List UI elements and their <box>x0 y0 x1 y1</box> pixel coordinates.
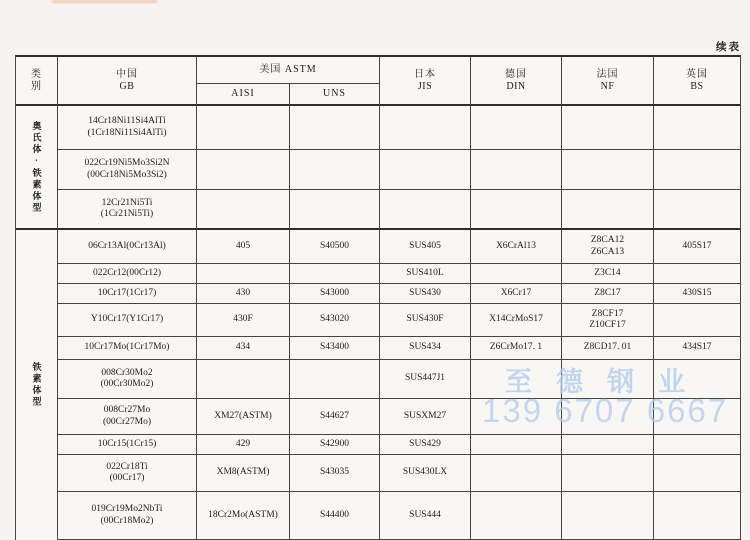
cell-din-row6: X6Cr17 <box>471 284 562 304</box>
cell-gb-row7: Y10Cr17(Y1Cr17) <box>58 304 197 337</box>
cell-jis-row1 <box>380 106 471 150</box>
cell-uns-row10: S44627 <box>290 399 380 435</box>
category-austenitic-ferritic: 奥氏体·铁素体型 <box>16 106 58 230</box>
cell-din-row3 <box>471 190 562 230</box>
cell-nf-row3 <box>562 190 654 230</box>
header-germany-din: 德国 DIN <box>471 57 562 106</box>
cell-bs-row7 <box>654 304 741 337</box>
header-uk-bs: 英国 BS <box>654 57 741 106</box>
cell-din-row7: X14CrMoS17 <box>471 304 562 337</box>
cell-aisi-row9 <box>197 360 290 399</box>
cell-nf-row10 <box>562 399 654 435</box>
cell-bs-row2 <box>654 150 741 190</box>
cell-aisi-row11: 429 <box>197 435 290 455</box>
cell-uns-row13: S44400 <box>290 492 380 540</box>
cell-aisi-row3 <box>197 190 290 230</box>
cell-uns-row1 <box>290 106 380 150</box>
cell-jis-row6: SUS430 <box>380 284 471 304</box>
cell-nf-row12 <box>562 455 654 492</box>
cell-gb-row12: 022Cr18Ti (00Cr17) <box>58 455 197 492</box>
cell-jis-row3 <box>380 190 471 230</box>
cell-uns-row6: S43000 <box>290 284 380 304</box>
header-category: 类 别 <box>16 57 58 106</box>
cell-din-row2 <box>471 150 562 190</box>
header-china-gb: 中国 GB <box>58 57 197 106</box>
cell-bs-row11 <box>654 435 741 455</box>
continued-table-label: 续表 <box>716 42 741 53</box>
cell-jis-row4: SUS405 <box>380 230 471 264</box>
cell-bs-row5 <box>654 264 741 284</box>
cell-din-row12 <box>471 455 562 492</box>
cell-gb-row8: 10Cr17Mo(1Cr17Mo) <box>58 337 197 360</box>
cell-nf-row13 <box>562 492 654 540</box>
header-usa-astm: 美国 ASTM <box>197 57 380 84</box>
cell-din-row13 <box>471 492 562 540</box>
header-uns: UNS <box>290 84 380 106</box>
cell-nf-row8: Z8CD17. 01 <box>562 337 654 360</box>
cell-aisi-row8: 434 <box>197 337 290 360</box>
scan-artifact <box>52 0 157 3</box>
cell-gb-row1: 14Cr18Ni11Si4AlTi (1Cr18Ni11Si4AlTi) <box>58 106 197 150</box>
cell-gb-row13: 019Cr19Mo2NbTi (00Cr18Mo2) <box>58 492 197 540</box>
cell-din-row11 <box>471 435 562 455</box>
cell-uns-row12: S43035 <box>290 455 380 492</box>
header-france-nf: 法国 NF <box>562 57 654 106</box>
cell-jis-row2 <box>380 150 471 190</box>
cell-gb-row2: 022Cr19Ni5Mo3Si2N (00Cr18Ni5Mo3Si2) <box>58 150 197 190</box>
cell-bs-row13 <box>654 492 741 540</box>
cell-bs-row9 <box>654 360 741 399</box>
cell-nf-row11 <box>562 435 654 455</box>
cell-uns-row5 <box>290 264 380 284</box>
cell-din-row4: X6CrAl13 <box>471 230 562 264</box>
cell-gb-row9: 008Cr30Mo2 (00Cr30Mo2) <box>58 360 197 399</box>
cell-bs-row12 <box>654 455 741 492</box>
header-japan-jis: 日本 JIS <box>380 57 471 106</box>
cell-uns-row11: S42900 <box>290 435 380 455</box>
cell-aisi-row5 <box>197 264 290 284</box>
category-ferritic: 铁素体型 <box>16 230 58 540</box>
cell-nf-row1 <box>562 106 654 150</box>
cell-aisi-row2 <box>197 150 290 190</box>
cell-gb-row4: 06Cr13Al(0Cr13Al) <box>58 230 197 264</box>
cell-din-row10 <box>471 399 562 435</box>
cell-aisi-row6: 430 <box>197 284 290 304</box>
steel-grade-comparison-table <box>15 55 741 540</box>
cell-uns-row9 <box>290 360 380 399</box>
cell-jis-row5: SUS410L <box>380 264 471 284</box>
cell-aisi-row7: 430F <box>197 304 290 337</box>
cell-jis-row13: SUS444 <box>380 492 471 540</box>
cell-din-row1 <box>471 106 562 150</box>
cell-bs-row3 <box>654 190 741 230</box>
cell-uns-row7: S43020 <box>290 304 380 337</box>
header-aisi: AISI <box>197 84 290 106</box>
cell-gb-row6: 10Cr17(1Cr17) <box>58 284 197 304</box>
cell-nf-row4: Z8CA12 Z6CA13 <box>562 230 654 264</box>
cell-jis-row11: SUS429 <box>380 435 471 455</box>
cell-din-row9 <box>471 360 562 399</box>
cell-aisi-row4: 405 <box>197 230 290 264</box>
cell-aisi-row10: XM27(ASTM) <box>197 399 290 435</box>
cell-din-row5 <box>471 264 562 284</box>
cell-bs-row8: 434S17 <box>654 337 741 360</box>
cell-jis-row7: SUS430F <box>380 304 471 337</box>
cell-nf-row9 <box>562 360 654 399</box>
cell-jis-row9: SUS447J1 <box>380 360 471 399</box>
cell-nf-row5: Z3C14 <box>562 264 654 284</box>
cell-bs-row4: 405S17 <box>654 230 741 264</box>
cell-aisi-row13: 18Cr2Mo(ASTM) <box>197 492 290 540</box>
cell-uns-row4: S40500 <box>290 230 380 264</box>
watermark-phone-number: 139 6707 6667 <box>482 392 729 429</box>
cell-gb-row10: 008Cr27Mo (00Cr27Mo) <box>58 399 197 435</box>
cell-jis-row8: SUS434 <box>380 337 471 360</box>
watermark-company-name: 至德钢业 <box>505 367 709 397</box>
cell-uns-row2 <box>290 150 380 190</box>
cell-bs-row10 <box>654 399 741 435</box>
cell-aisi-row1 <box>197 106 290 150</box>
cell-bs-row6: 430S15 <box>654 284 741 304</box>
cell-jis-row12: SUS430LX <box>380 455 471 492</box>
cell-bs-row1 <box>654 106 741 150</box>
cell-din-row8: Z6CrMo17. 1 <box>471 337 562 360</box>
cell-aisi-row12: XM8(ASTM) <box>197 455 290 492</box>
cell-gb-row5: 022Cr12(00Cr12) <box>58 264 197 284</box>
cell-nf-row7: Z8CF17 Z10CF17 <box>562 304 654 337</box>
cell-nf-row2 <box>562 150 654 190</box>
cell-uns-row3 <box>290 190 380 230</box>
cell-jis-row10: SUSXM27 <box>380 399 471 435</box>
cell-gb-row11: 10Cr15(1Cr15) <box>58 435 197 455</box>
cell-gb-row3: 12Cr21Ni5Ti (1Cr21Ni5Ti) <box>58 190 197 230</box>
cell-uns-row8: S43400 <box>290 337 380 360</box>
cell-nf-row6: Z8C17 <box>562 284 654 304</box>
